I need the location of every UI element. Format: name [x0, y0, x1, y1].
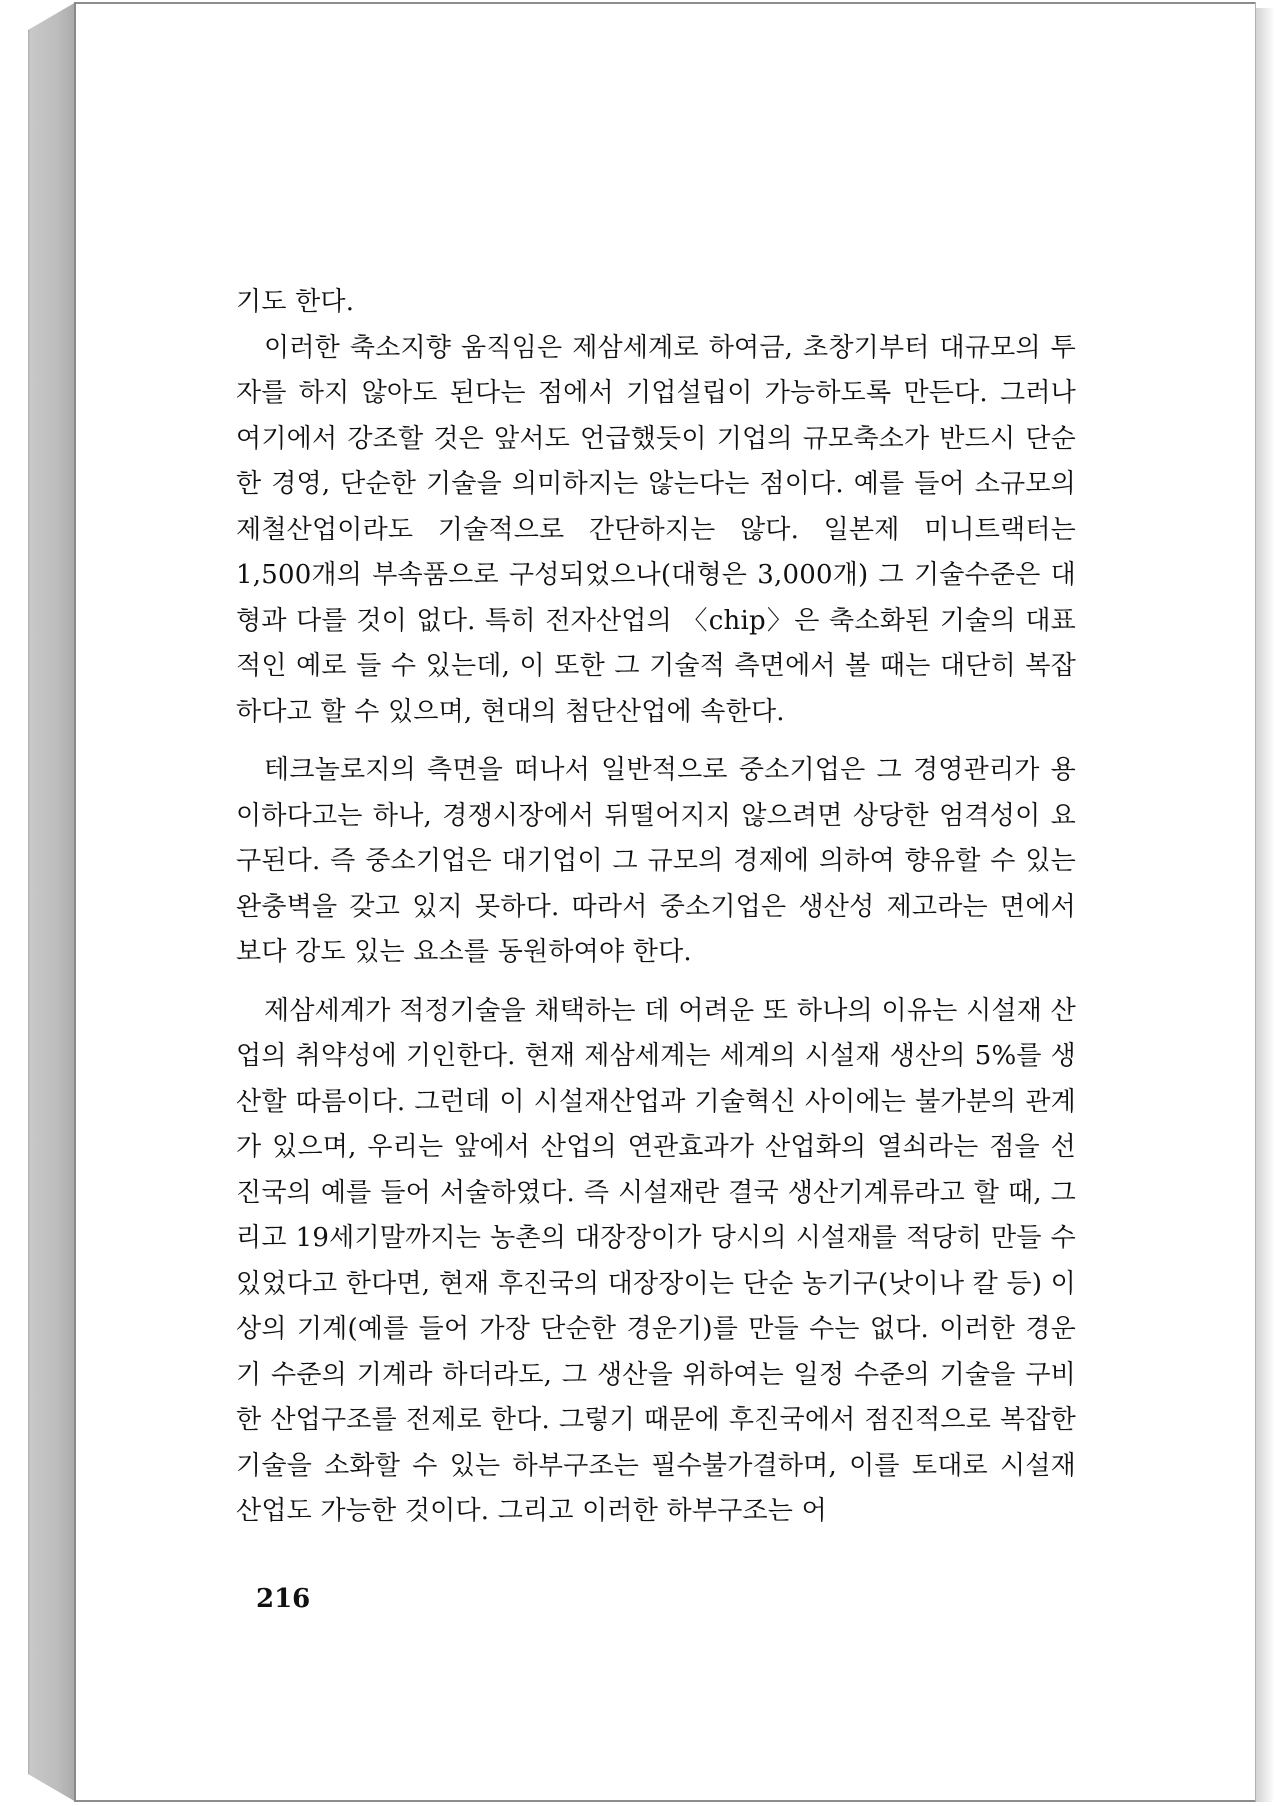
book-spine — [28, 2, 76, 1802]
page-edge — [1255, 2, 1256, 1802]
page-body — [236, 280, 1076, 1548]
paragraph: 테크놀로지의 측면을 떠나서 일반적으로 중소기업은 그 경영관리가 용이하다고는 하나, 경쟁시장에서 뒤떨어지지 않으려면 상당한 엄격성이 요구된다. 즉 중소기업은 대기업이 그 규모의 경제에 의하여 향유할 수 있는 완충벽을 갖고 있지 못하다. 따라서 중소기업은 생산성 제고라는 면에서 보다 강도 있는 요소를 동원하여야 한다. — [236, 755, 1076, 967]
page-number: 216 — [256, 1584, 311, 1614]
paragraph: 기도 한다. — [236, 287, 355, 317]
paragraph: 제삼세계가 적정기술을 채택하는 데 어려운 또 하나의 이유는 시설재 산업의 취약성에 기인한다. 현재 제삼세계는 세계의 시설재 생산의 5%를 생산할 따름이다. 그런데 이 시설재산업과 기술혁신 사이에는 불가분의 관계가 있으며, 우리는 앞에서 산업의 연관효과가 산업화의 열쇠라는 점을 선진국의 예를 들어 서술하였다. 즉 시설재란 결국 생산기계류라고 할 때, 그리고 19세기말까지는 농촌의 대장장이가 당시의 시설재를 적당히 만들 수 있었다고 한다면, 현재 후진국의 대장장이는 단순 농기구(낫이나 칼 등) 이상의 기계(예를 들어 가장 단순한 경운기)를 만들 수는 없다. 이러한 경운기 수준의 기계라 하더라도, 그 생산을 위하여는 일정 수준의 기술을 구비한 산업구조를 전제로 한다. 그렇기 때문에 후진국에서 점진적으로 복잡한 기술을 소화할 수 있는 하부구조는 필수불가결하며, 이를 토대로 시설재 산업도 가능한 것이다. 그리고 이러한 하부구조는 어 — [236, 995, 1076, 1526]
page-shadow — [1256, 8, 1274, 1802]
paragraph: 이러한 축소지향 움직임은 제삼세계로 하여금, 초창기부터 대규모의 투자를 하지 않아도 된다는 점에서 기업설립이 가능하도록 만든다. 그러나 여기에서 강조할 것은 앞서도 언급했듯이 기업의 규모축소가 반드시 단순한 경영, 단순한 기술을 의미하지는 않는다는 점이다. 예를 들어 소규모의 제철산업이라도 기술적으로 간단하지는 않다. 일본제 미니트랙터는 1,500개의 부속품으로 구성되었으나(대형은 3,000개) 그 기술수준은 대형과 다를 것이 없다. 특히 전자산업의 〈chip〉은 축소화된 기술의 대표적인 예로 들 수 있는데, 이 또한 그 기술적 측면에서 볼 때는 대단히 복잡하다고 할 수 있으며, 현대의 첨단산업에 속한다. — [236, 332, 1076, 727]
